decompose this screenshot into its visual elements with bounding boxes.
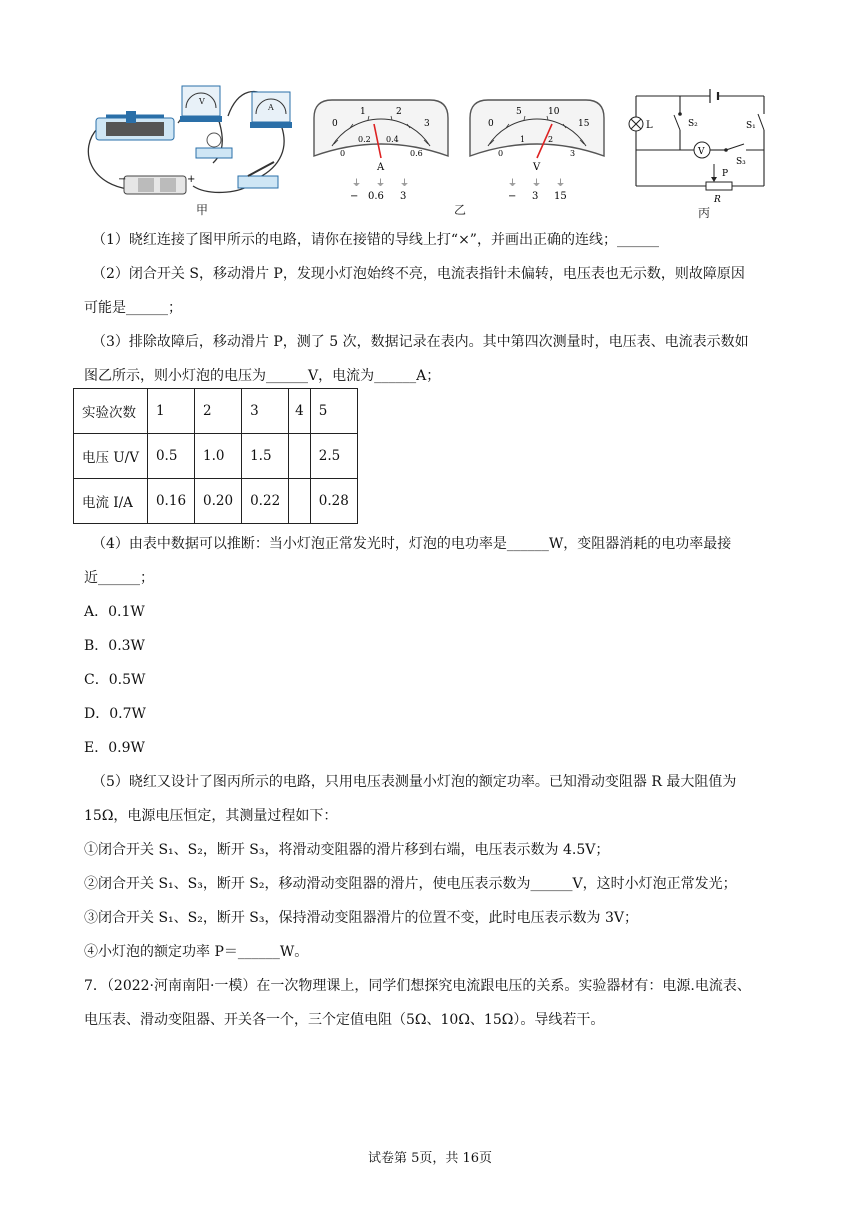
- svg-text:⏚: ⏚: [556, 179, 566, 189]
- figure-jia-apparatus: [78, 78, 298, 200]
- figure-yi-voltmeter-dial: [466, 96, 608, 202]
- svg-text:S₂: S₂: [688, 119, 698, 129]
- step-4: ④小灯泡的额定功率 P＝______W。: [84, 944, 309, 960]
- table-cell: 2.5: [310, 434, 357, 479]
- table-row: [74, 389, 358, 434]
- caption-bing: 丙: [698, 206, 711, 220]
- svg-text:S₁: S₁: [746, 121, 756, 131]
- svg-text:0.4: 0.4: [386, 135, 399, 144]
- svg-text:⏚: ⏚: [532, 179, 542, 189]
- table-row: [74, 434, 358, 479]
- figure-bing-circuit: [622, 84, 772, 206]
- svg-text:A: A: [268, 103, 274, 112]
- svg-text:−: −: [118, 174, 127, 185]
- table-cell: 3: [242, 389, 289, 434]
- svg-text:V: V: [698, 147, 705, 157]
- table-cell: 电压 U/V: [74, 434, 148, 479]
- option-e: E．0.9W: [84, 740, 145, 756]
- svg-text:3: 3: [570, 149, 576, 158]
- svg-text:0: 0: [340, 149, 346, 158]
- option-b: B．0.3W: [84, 638, 145, 654]
- svg-text:0: 0: [498, 149, 504, 158]
- step-3: ③闭合开关 S₁、S₂，断开 S₃，保持滑动变阻器滑片的位置不变，此时电压表示数为 3V；: [84, 910, 638, 926]
- svg-text:S₃: S₃: [736, 157, 746, 167]
- svg-text:0.2: 0.2: [358, 135, 371, 144]
- question-1: （1）晓红连接了图甲所示的电路，请你在接错的导线上打“×”，并画出正确的连线；______: [92, 232, 659, 248]
- caption-jia: 甲: [196, 203, 209, 217]
- option-c: C．0.5W: [84, 672, 146, 688]
- table-cell: 1: [147, 389, 194, 434]
- question-2-line-2: 可能是______；: [84, 300, 182, 316]
- svg-text:1: 1: [360, 107, 366, 117]
- ammeter-device: [250, 92, 292, 128]
- svg-text:15: 15: [578, 119, 590, 129]
- svg-text:−: −: [508, 191, 517, 202]
- svg-text:L: L: [646, 120, 653, 131]
- table-cell: [289, 434, 311, 479]
- table-cell: 0.20: [195, 479, 242, 524]
- question-4-line-2: 近______；: [84, 570, 154, 586]
- question-5-line-2: 15Ω，电源电压恒定，其测量过程如下：: [84, 808, 338, 824]
- table-cell: 1.5: [242, 434, 289, 479]
- svg-text:⏚: ⏚: [508, 179, 518, 189]
- svg-text:A: A: [377, 162, 385, 173]
- svg-text:R: R: [714, 195, 721, 205]
- svg-text:15: 15: [554, 191, 567, 202]
- svg-text:0: 0: [332, 119, 338, 129]
- table-cell: 0.16: [147, 479, 194, 524]
- svg-text:⏚: ⏚: [400, 179, 410, 189]
- table-row: [74, 479, 358, 524]
- caption-yi: 乙: [454, 203, 467, 217]
- question-3-line-1: （3）排除故障后，移动滑片 P，测了 5 次，数据记录在表内。其中第四次测量时，电压表、电流表示数如: [92, 334, 749, 350]
- svg-text:0.6: 0.6: [368, 191, 384, 202]
- table-cell: 电流 I/A: [74, 479, 148, 524]
- table-cell: 1.0: [195, 434, 242, 479]
- svg-text:−: −: [350, 191, 359, 202]
- svg-text:V: V: [199, 97, 205, 106]
- svg-text:0.6: 0.6: [410, 149, 423, 158]
- svg-text:⏚: ⏚: [376, 179, 386, 189]
- switch-device: [238, 162, 278, 188]
- svg-text:P: P: [722, 169, 729, 179]
- page-footer: 试卷第 5页，共 16页: [367, 1151, 493, 1166]
- question-2-line-1: （2）闭合开关 S，移动滑片 P，发现小灯泡始终不亮，电流表指针未偏转，电压表也无示数，则故障原因: [92, 266, 745, 282]
- svg-text:2: 2: [548, 135, 554, 144]
- question-7-line-1: 7．（2022·河南南阳·一模）在一次物理课上，同学们想探究电流跟电压的关系。实验器材有：电源.电流表、: [84, 978, 751, 994]
- svg-text:3: 3: [400, 191, 407, 202]
- svg-text:10: 10: [548, 107, 560, 117]
- svg-text:3: 3: [424, 119, 430, 129]
- svg-text:2: 2: [396, 107, 402, 117]
- svg-text:5: 5: [516, 107, 522, 117]
- table-cell: 0.28: [310, 479, 357, 524]
- svg-text:3: 3: [532, 191, 539, 202]
- question-7-line-2: 电压表、滑动变阻器、开关各一个，三个定值电阻（5Ω、10Ω、15Ω）。导线若干。: [84, 1012, 605, 1028]
- step-2: ②闭合开关 S₁、S₃，断开 S₂，移动滑动变阻器的滑片，使电压表示数为______V，这时小灯泡正常发光；: [84, 876, 737, 892]
- table-cell: 4: [289, 389, 311, 434]
- option-d: D．0.7W: [84, 706, 146, 722]
- option-a: A．0.1W: [84, 604, 145, 620]
- rheostat-device: [96, 111, 174, 140]
- voltmeter-device: [180, 86, 222, 122]
- figure-yi-ammeter-dial: [310, 96, 452, 202]
- question-4-line-1: （4）由表中数据可以推断：当小灯泡正常发光时，灯泡的电功率是______W，变阻器消耗的电功率最接: [92, 536, 732, 552]
- table-cell: [289, 479, 311, 524]
- question-3-line-2: 图乙所示，则小灯泡的电压为______V，电流为______A；: [84, 368, 441, 384]
- data-table: [73, 388, 358, 524]
- svg-text:V: V: [533, 162, 541, 173]
- svg-text:1: 1: [520, 135, 526, 144]
- step-1: ①闭合开关 S₁、S₂，断开 S₃，将滑动变阻器的滑片移到右端，电压表示数为 4.5V；: [84, 842, 610, 858]
- question-5-line-1: （5）晓红又设计了图丙所示的电路，只用电压表测量小灯泡的额定功率。已知滑动变阻器 R 最大阻值为: [92, 774, 737, 790]
- svg-text:⏚: ⏚: [352, 179, 362, 189]
- table-cell: 5: [310, 389, 357, 434]
- svg-text:+: +: [187, 174, 196, 185]
- lamp-device: [196, 133, 232, 158]
- battery-device: [118, 174, 195, 194]
- table-cell: 2: [195, 389, 242, 434]
- table-cell: 实验次数: [74, 389, 148, 434]
- table-cell: 0.5: [147, 434, 194, 479]
- svg-text:0: 0: [488, 119, 494, 129]
- table-cell: 0.22: [242, 479, 289, 524]
